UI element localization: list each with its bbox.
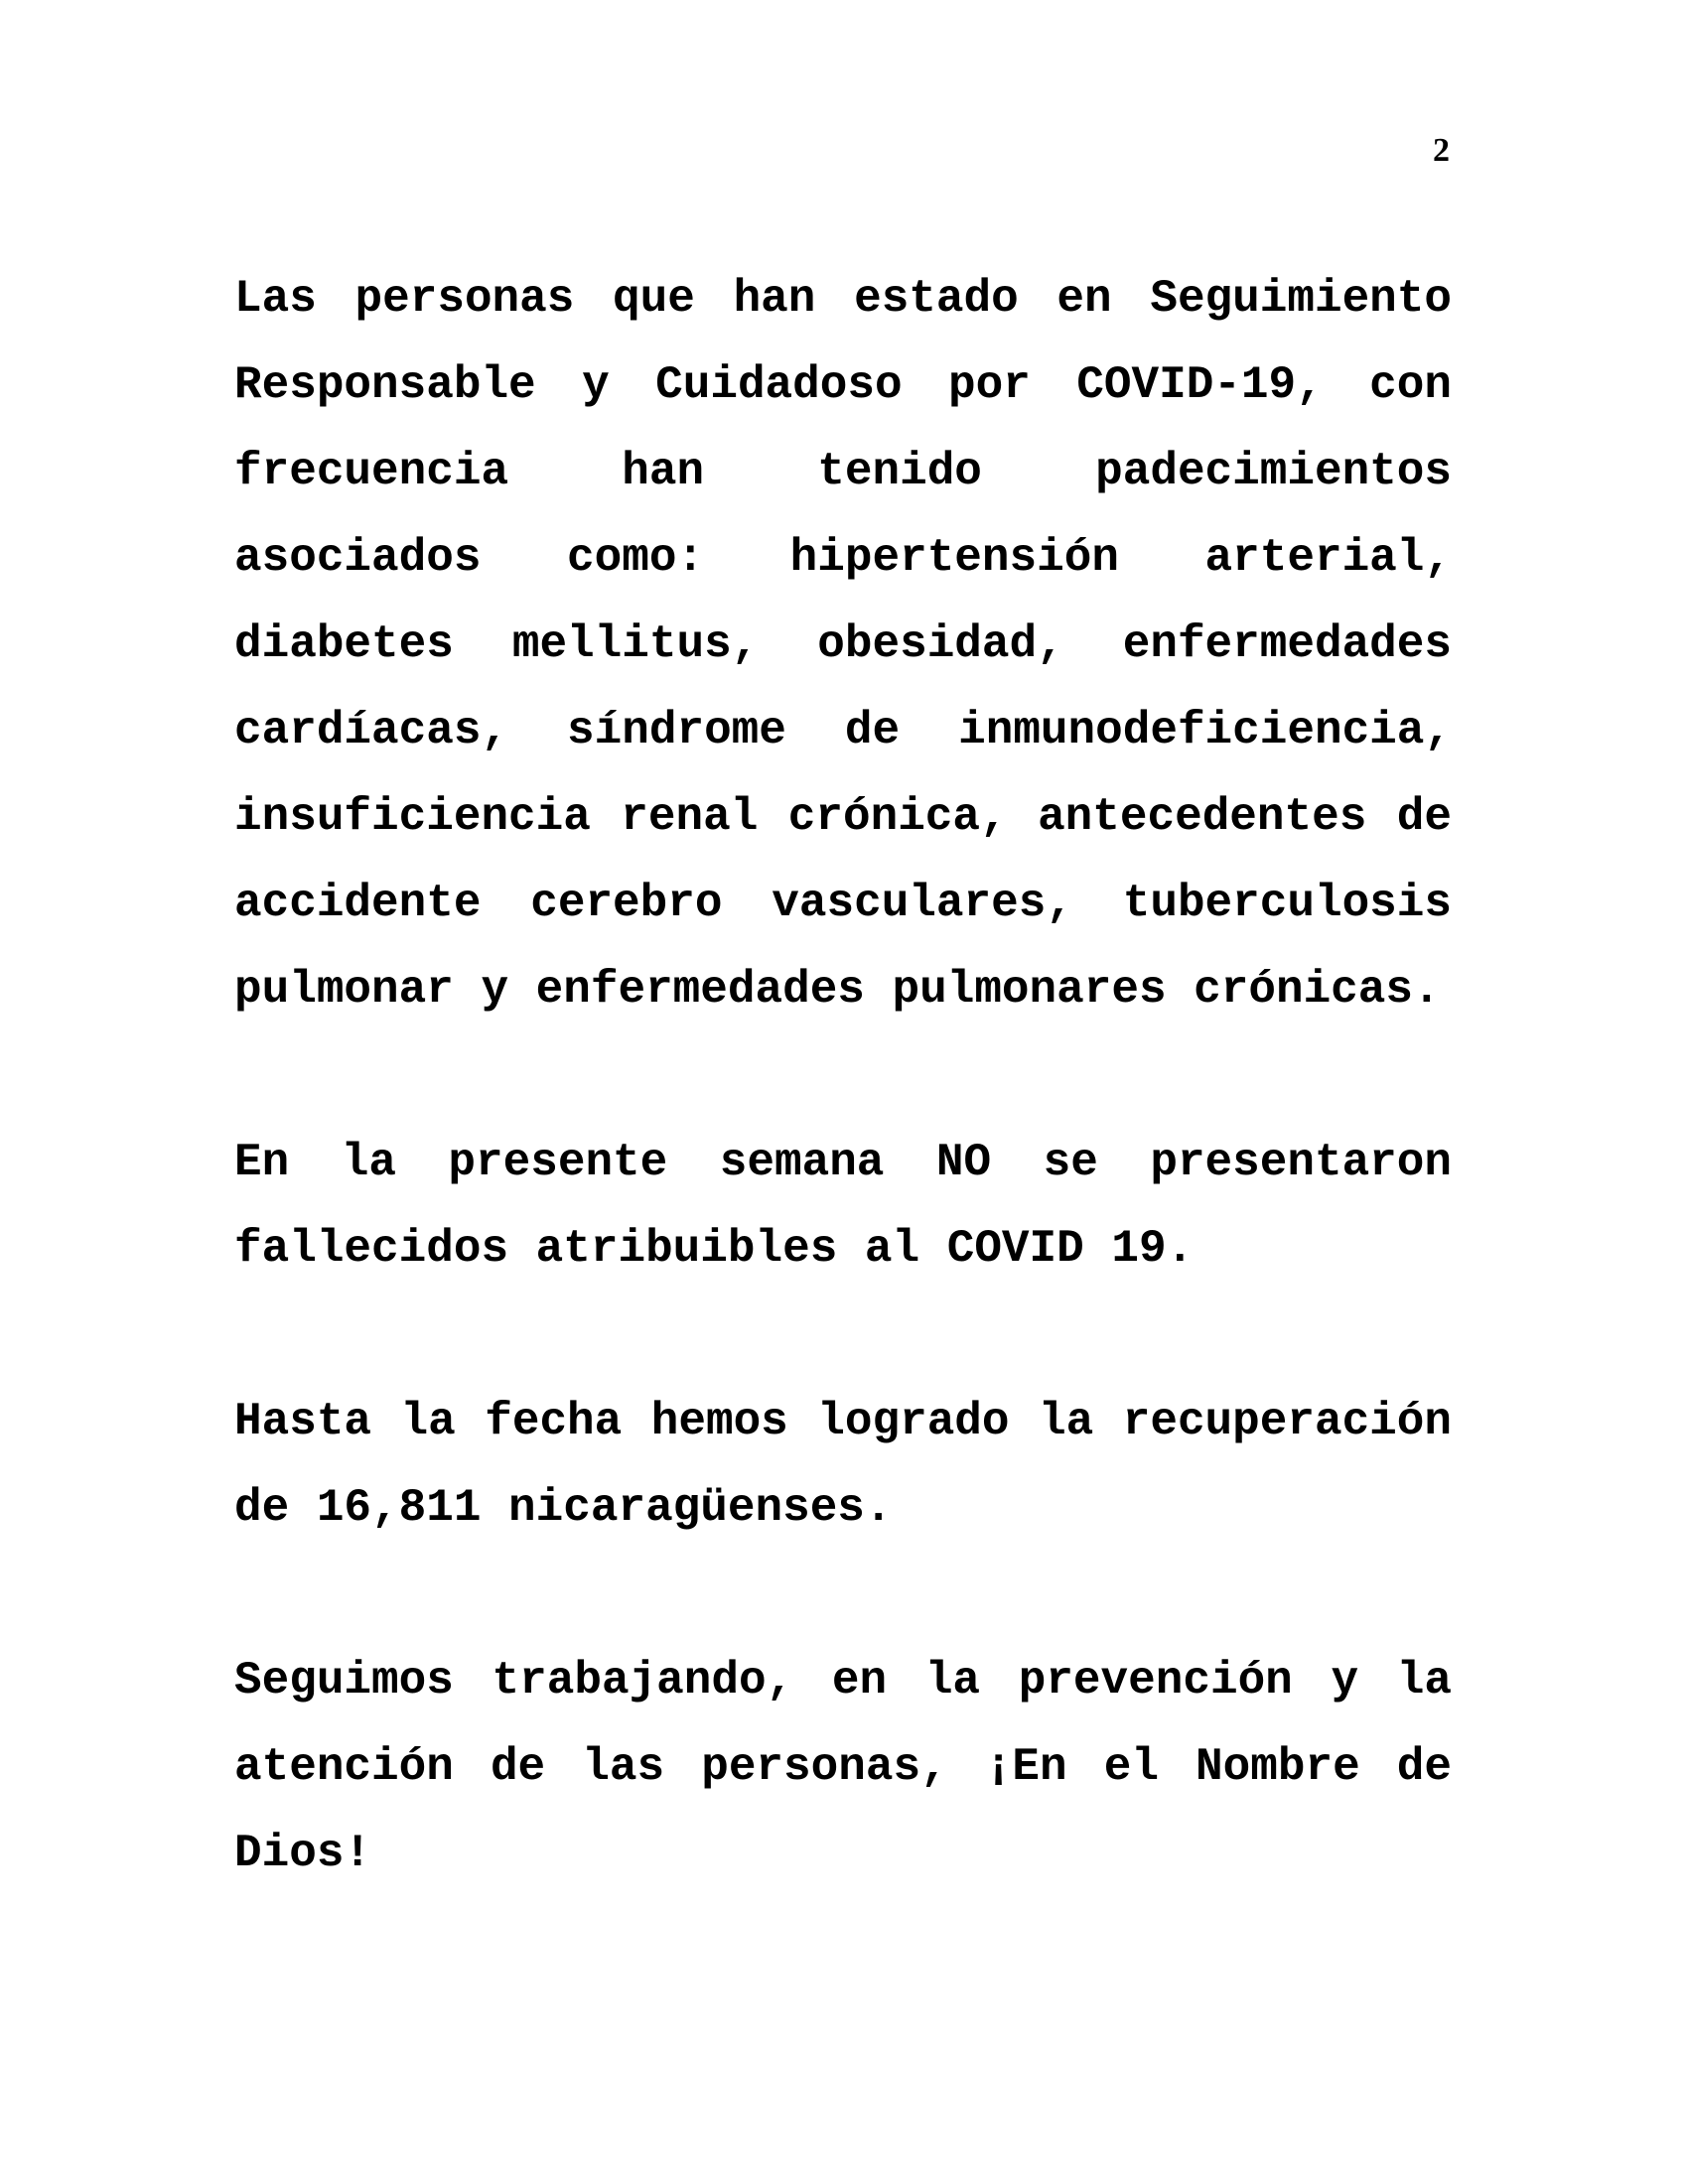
paragraph-closing: Seguimos trabajando, en la prevención y la atención de las personas, ¡En el Nombre de Dios! [234,1655,1452,1879]
paragraph-comorbidities: Las personas que han estado en Seguimiento Responsable y Cuidadoso por COVID-19, con frecuencia han tenido padecimientos asociados como: hipertensión arterial, diabetes mellitus, obesidad, enfermedades cardíacas, síndrome de inmunodeficiencia, insuficiencia renal crónica, antecedentes de accidente cerebro vasculares, tuberculosis pulmonar y enfermedades pulmonares crónicas. [234,273,1452,1016]
paragraph-deaths: En la presente semana NO se presentaron fallecidos atribuibles al COVID 19. [234,1137,1452,1275]
document-body [234,256,1452,1897]
page-number: 2 [1433,132,1450,169]
paragraph-recoveries: Hasta la fecha hemos logrado la recuperación de 16,811 nicaragüenses. [234,1396,1452,1534]
